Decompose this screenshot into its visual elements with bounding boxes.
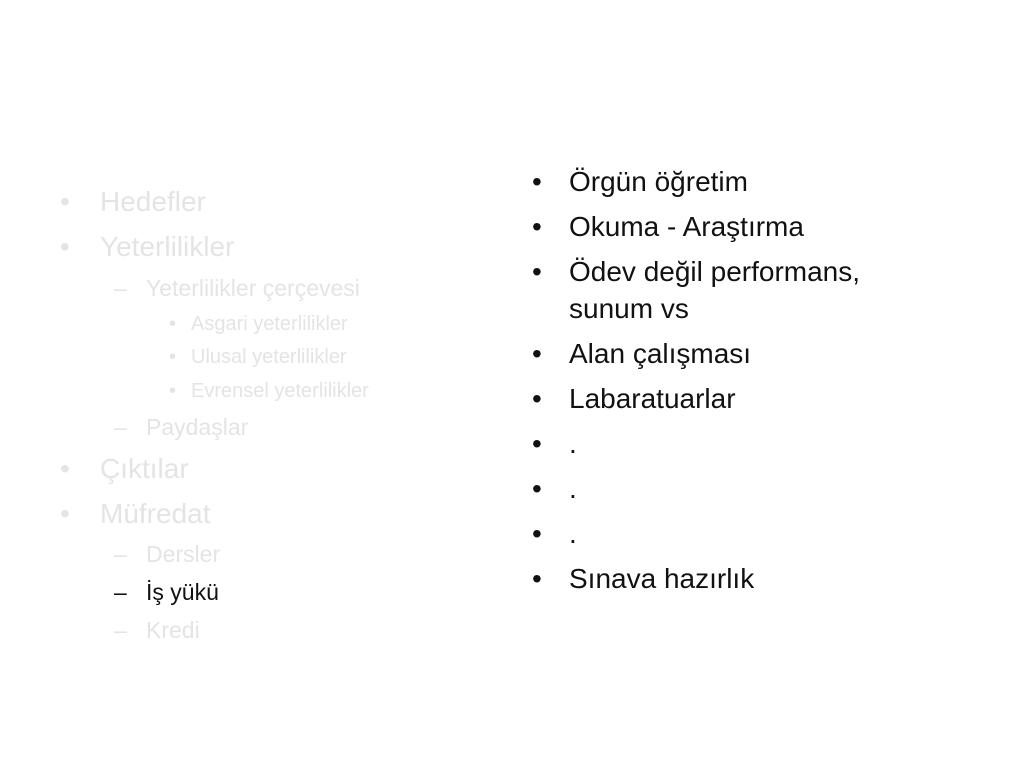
bullet-icon: • (532, 256, 542, 287)
bullet-icon: • (532, 383, 542, 414)
bullet-icon: • (60, 453, 70, 484)
dash-icon: – (114, 414, 127, 440)
list-item (532, 425, 989, 462)
list-item-label: Labaratuarlar (569, 383, 736, 414)
outline-item-label: Müfredat (100, 498, 211, 529)
list-item (532, 163, 989, 200)
list-item-label: Ödev değil performans, sunum vs (569, 256, 861, 324)
bullet-icon: • (532, 166, 542, 197)
bullet-icon: • (532, 473, 542, 504)
bullet-icon: • (60, 186, 70, 217)
list-item (532, 380, 989, 417)
bullet-icon: • (60, 231, 70, 262)
list-item (532, 515, 989, 552)
list-item (532, 470, 989, 507)
outline-item-label: Paydaşlar (146, 414, 249, 440)
list-item (532, 560, 989, 597)
bullet-icon: • (60, 498, 70, 529)
dash-icon: – (114, 541, 127, 567)
outline-item-label: Çıktılar (100, 453, 189, 484)
list-item-label: . (569, 428, 577, 459)
bullet-icon: • (532, 518, 542, 549)
outline-item-label: Evrensel yeterlilikler (191, 380, 369, 402)
dash-icon: – (114, 275, 127, 301)
bullet-icon: • (532, 428, 542, 459)
dash-icon: – (114, 579, 127, 605)
outline-item-label: Asgari yeterlilikler (191, 313, 348, 335)
list-item-label: Sınava hazırlık (569, 563, 755, 594)
list-item (532, 253, 939, 327)
list-item-label: Alan çalışması (569, 338, 752, 369)
outline-item-label: Dersler (146, 541, 221, 567)
list-item-label: Örgün öğretim (569, 166, 748, 197)
bullet-icon: • (532, 563, 542, 594)
outline-item-label: Ulusal yeterlilikler (191, 346, 347, 368)
bullet-icon: • (169, 346, 177, 368)
bullet-icon: • (532, 211, 542, 242)
list-item (532, 208, 989, 245)
list-item-label: . (569, 473, 577, 504)
bullet-icon: • (169, 380, 177, 402)
outline-item-label: Hedefler (100, 186, 206, 217)
bullet-icon: • (532, 338, 542, 369)
outline-item-label: İş yükü (146, 579, 219, 605)
bullet-icon: • (169, 313, 177, 335)
list-item (532, 335, 989, 372)
outline-item-label: Yeterlilikler (100, 231, 235, 262)
outline-item-label: Yeterlilikler çerçevesi (146, 275, 360, 301)
outline-item-label: Kredi (146, 617, 200, 643)
list-item-label: Okuma - Araştırma (569, 211, 804, 242)
dash-icon: – (114, 617, 127, 643)
list-item-label: . (569, 518, 577, 549)
